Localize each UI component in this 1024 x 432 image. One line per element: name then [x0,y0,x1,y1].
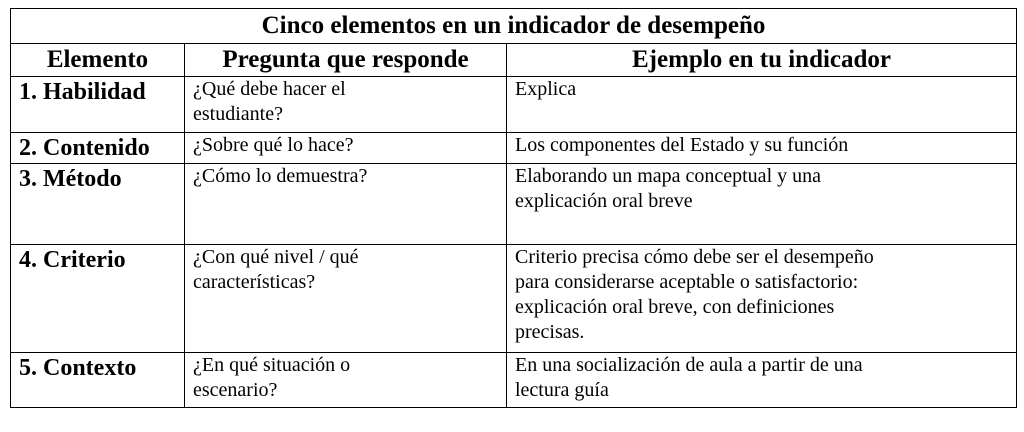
example-cell [507,245,1017,353]
column-header-element: Elemento [11,44,185,77]
example-line: explicación oral breve, con definiciones [515,296,835,318]
question-cell [185,353,507,408]
question-line: ¿Qué debe hacer el [193,78,346,100]
header-row [11,44,1017,77]
question-line: ¿Con qué nivel / qué [193,246,359,268]
example-line: Los componentes del Estado y su función [515,134,849,156]
question-line: ¿Sobre qué lo hace? [193,134,354,156]
table-row [11,77,1017,133]
element-cell: 2. Contenido [11,133,185,164]
element-cell: 5. Contexto [11,353,185,408]
example-line: En una socialización de aula a partir de una [515,354,863,376]
table-row [11,245,1017,353]
example-cell [507,133,1017,164]
example-line: explicación oral breve [515,190,693,212]
element-cell: 1. Habilidad [11,77,185,133]
question-cell [185,133,507,164]
table-row [11,353,1017,408]
performance-indicator-table [10,8,1017,408]
question-line: ¿Cómo lo demuestra? [193,165,368,187]
example-line: Elaborando un mapa conceptual y una [515,165,821,187]
table-title: Cinco elementos en un indicador de desempeño [11,9,1017,44]
example-line: Explica [515,78,577,100]
column-header-question: Pregunta que responde [185,44,507,77]
example-line: lectura guía [515,379,609,401]
column-header-example: Ejemplo en tu indicador [507,44,1017,77]
table-row [11,164,1017,245]
element-cell: 3. Método [11,164,185,245]
element-cell: 4. Criterio [11,245,185,353]
example-line: para considerarse aceptable o satisfactorio: [515,271,859,293]
question-line: ¿En qué situación o [193,354,351,376]
question-cell [185,245,507,353]
question-cell [185,77,507,133]
example-line: Criterio precisa cómo debe ser el desempeño [515,246,874,268]
example-cell [507,77,1017,133]
title-row [11,9,1017,44]
example-cell [507,353,1017,408]
question-cell [185,164,507,245]
question-line: estudiante? [193,103,283,125]
table-row [11,133,1017,164]
example-cell [507,164,1017,245]
example-line: precisas. [515,321,585,343]
question-line: escenario? [193,379,278,401]
question-line: características? [193,271,316,293]
